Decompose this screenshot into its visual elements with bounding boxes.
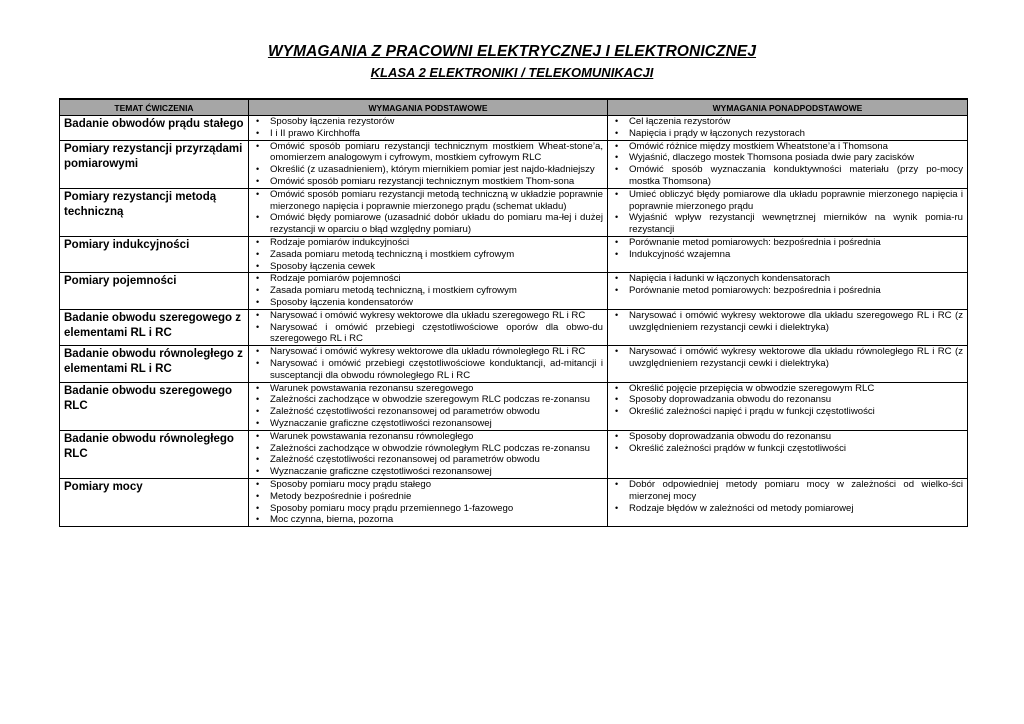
basic-requirements-list: [249, 189, 607, 236]
basic-requirements-cell: [249, 236, 608, 272]
list-item: [249, 514, 607, 526]
bullet-icon: •: [615, 309, 619, 320]
bullet-icon: •: [615, 394, 619, 405]
bullet-icon: •: [615, 273, 619, 284]
table-row: [60, 382, 968, 430]
list-item: [249, 297, 607, 309]
list-item: [249, 212, 607, 236]
bullet-icon: •: [615, 285, 619, 296]
basic-requirements-list: [249, 383, 607, 430]
list-item: [608, 273, 967, 285]
list-item: [249, 406, 607, 418]
list-item-text: Wyznaczanie graficzne częstotliwości rezonansowej: [270, 466, 492, 478]
row-topic: Pomiary rezystancji metodą techniczną: [60, 188, 249, 236]
list-item-text: Zależności zachodzące w obwodzie równoległym RLC podczas re-zonansu: [270, 442, 590, 454]
bullet-icon: •: [615, 430, 619, 441]
list-item-text: Omówić sposób pomiaru rezystancji metodą techniczną w układzie poprawnie mierzonego napięcia i poprawnie mierzonego prądu (schemat układu): [270, 188, 603, 212]
bullet-icon: •: [256, 175, 260, 186]
list-item-text: Zależność częstotliwości rezonansowej od parametrów obwodu: [270, 406, 540, 418]
list-item-text: Narysować i omówić przebiegi częstotliwościowe konduktancji, ad-mitancji i susceptancji dla obwodu równoległego RL i RC: [270, 357, 603, 381]
list-item: [608, 406, 967, 418]
list-item: [608, 116, 967, 128]
basic-requirements-cell: [249, 140, 608, 188]
list-item: [249, 346, 607, 358]
bullet-icon: •: [256, 321, 260, 332]
list-item: [608, 443, 967, 455]
table-header-row: [60, 99, 968, 116]
list-item: [249, 443, 607, 455]
basic-requirements-cell: [249, 273, 608, 309]
row-topic: Pomiary pojemności: [60, 273, 249, 309]
list-item-text: Cel łączenia rezystorów: [629, 116, 731, 127]
bullet-icon: •: [256, 394, 260, 405]
list-item: [608, 249, 967, 261]
bullet-icon: •: [615, 212, 619, 223]
list-item-text: Określić zależności napięć i prądu w funkcji częstotliwości: [629, 406, 875, 418]
list-item: [608, 285, 967, 297]
row-topic: Pomiary rezystancji przyrządami pomiarowymi: [60, 140, 249, 188]
bullet-icon: •: [615, 188, 619, 199]
list-item: [249, 237, 607, 249]
bullet-icon: •: [615, 127, 619, 138]
document-title: WYMAGANIA Z PRACOWNI ELEKTRYCZNEJ I ELEKTRONICZNEJ: [267, 43, 757, 60]
advanced-requirements-list: [608, 310, 967, 334]
header-basic: WYMAGANIA PODSTAWOWE: [249, 99, 608, 116]
list-item-text: I i II prawo Kirchhoffa: [270, 127, 360, 139]
basic-requirements-list: [249, 431, 607, 478]
bullet-icon: •: [615, 152, 619, 163]
table-row: [60, 430, 968, 478]
list-item: [249, 454, 607, 466]
table-row: [60, 140, 968, 188]
advanced-requirements-cell: [608, 273, 968, 309]
bullet-icon: •: [615, 248, 619, 259]
list-item: [608, 383, 967, 395]
bullet-icon: •: [256, 502, 260, 513]
row-topic: Badanie obwodu równoległego RLC: [60, 430, 249, 478]
advanced-requirements-list: [608, 383, 967, 418]
advanced-requirements-list: [608, 116, 967, 140]
advanced-requirements-list: [608, 431, 967, 455]
bullet-icon: •: [615, 478, 619, 489]
row-topic: Pomiary mocy: [60, 478, 249, 526]
bullet-icon: •: [256, 417, 260, 428]
basic-requirements-cell: [249, 478, 608, 526]
list-item: [608, 152, 967, 164]
row-topic: Badanie obwodu szeregowego z elementami RL i RC: [60, 309, 249, 345]
bullet-icon: •: [256, 296, 260, 307]
bullet-icon: •: [256, 478, 260, 489]
list-item-text: Omówić sposób pomiaru rezystancji technicznym mostkiem Wheat-stone’a, omomierzem analogowym i cyfrowym, mostkiem cyfrowym RLC: [270, 140, 603, 164]
table-row: [60, 116, 968, 141]
list-item-text: Wyznaczanie graficzne częstotliwości rezonansowej: [270, 417, 492, 429]
table-body: [60, 116, 968, 527]
table-row: [60, 478, 968, 526]
advanced-requirements-cell: [608, 116, 968, 141]
list-item: [249, 431, 607, 443]
list-item-text: Sposoby doprowadzania obwodu do rezonansu: [629, 394, 832, 406]
list-item: [249, 176, 607, 188]
list-item-text: Omówić różnice między mostkiem Wheatstone’a i Thomsona: [629, 140, 888, 152]
advanced-requirements-cell: [608, 140, 968, 188]
bullet-icon: •: [256, 382, 260, 393]
list-item-text: Omówić błędy pomiarowe (uzasadnić dobór układu do pomiaru ma-łej i dużej rezystancji w oparciu o błąd względny pomiaru): [270, 212, 603, 236]
advanced-requirements-list: [608, 479, 967, 514]
list-item-text: Sposoby łączenia kondensatorów: [270, 296, 413, 308]
bullet-icon: •: [256, 116, 260, 126]
list-item: [249, 466, 607, 478]
row-topic: Badanie obwodów prądu stałego: [60, 116, 249, 141]
list-item-text: Porównanie metod pomiarowych: bezpośrednia i pośrednia: [629, 236, 881, 248]
basic-requirements-list: [249, 310, 607, 345]
list-item: [249, 128, 607, 140]
list-item-text: Narysować i omówić wykresy wektorowe dla układu szeregowego RL i RC (z uwzględnieniem rezystancji cewki i dielektryka): [629, 309, 963, 333]
list-item-text: Metody bezpośrednie i pośrednie: [270, 490, 412, 502]
basic-requirements-list: [249, 346, 607, 381]
list-item: [608, 237, 967, 249]
bullet-icon: •: [256, 273, 260, 284]
row-topic: Badanie obwodu szeregowego RLC: [60, 382, 249, 430]
list-item-text: Indukcyjność wzajemna: [629, 248, 731, 260]
list-item: [249, 479, 607, 491]
list-item: [249, 189, 607, 213]
list-item: [608, 310, 967, 334]
bullet-icon: •: [615, 502, 619, 513]
list-item: [249, 358, 607, 382]
bullet-icon: •: [256, 346, 260, 357]
list-item-text: Zależności zachodzące w obwodzie szeregowym RLC podczas re-zonansu: [270, 394, 590, 406]
list-item: [608, 346, 967, 370]
list-item: [249, 322, 607, 346]
bullet-icon: •: [256, 490, 260, 501]
advanced-requirements-list: [608, 141, 967, 188]
bullet-icon: •: [256, 309, 260, 320]
list-item-text: Rodzaje pomiarów indukcyjności: [270, 236, 410, 248]
advanced-requirements-list: [608, 273, 967, 297]
list-item-text: Warunek powstawania rezonansu szeregowego: [270, 382, 474, 394]
list-item: [249, 383, 607, 395]
list-item: [608, 394, 967, 406]
bullet-icon: •: [256, 260, 260, 271]
header-advanced: WYMAGANIA PONADPODSTAWOWE: [608, 99, 968, 116]
advanced-requirements-list: [608, 346, 967, 370]
list-item: [249, 261, 607, 273]
bullet-icon: •: [256, 285, 260, 296]
bullet-icon: •: [256, 248, 260, 259]
list-item: [249, 310, 607, 322]
table-row: [60, 346, 968, 382]
list-item: [608, 189, 967, 213]
advanced-requirements-cell: [608, 430, 968, 478]
list-item-text: Zasada pomiaru metodą techniczną, i mostkiem cyfrowym: [270, 285, 517, 297]
bullet-icon: •: [256, 454, 260, 465]
bullet-icon: •: [256, 406, 260, 417]
bullet-icon: •: [615, 442, 619, 453]
basic-requirements-list: [249, 273, 607, 308]
basic-requirements-cell: [249, 382, 608, 430]
list-item-text: Wyjaśnić, dlaczego mostek Thomsona posiada dwie pary zacisków: [629, 152, 915, 164]
document-subtitle: KLASA 2 ELEKTRONIKI / TELEKOMUNIKACJI: [370, 65, 654, 80]
bullet-icon: •: [615, 382, 619, 393]
bullet-icon: •: [256, 127, 260, 138]
bullet-icon: •: [256, 140, 260, 151]
list-item-text: Sposoby pomiaru mocy prądu przemiennego 1-fazowego: [270, 502, 514, 514]
bullet-icon: •: [256, 430, 260, 441]
list-item-text: Zależność częstotliwości rezonansowej od parametrów obwodu: [270, 454, 540, 466]
basic-requirements-cell: [249, 346, 608, 382]
bullet-icon: •: [256, 236, 260, 247]
advanced-requirements-cell: [608, 188, 968, 236]
list-item-text: Wyjaśnić wpływ rezystancji wewnętrznej mierników na wynik pomia-ru rezystancji: [629, 212, 963, 236]
list-item-text: Rodzaje pomiarów pojemności: [270, 273, 401, 285]
bullet-icon: •: [256, 188, 260, 199]
list-item-text: Narysować i omówić wykresy wektorowe dla układu szeregowego RL i RC: [270, 309, 586, 321]
advanced-requirements-cell: [608, 382, 968, 430]
list-item-text: Określić pojęcie przepięcia w obwodzie szeregowym RLC: [629, 382, 875, 394]
advanced-requirements-cell: [608, 346, 968, 382]
basic-requirements-list: [249, 116, 607, 140]
header-topic: TEMAT ĆWICZENIA: [60, 99, 249, 116]
basic-requirements-cell: [249, 430, 608, 478]
table-row: [60, 236, 968, 272]
list-item-text: Napięcia i prądy w łączonych rezystorach: [629, 127, 805, 139]
list-item-text: Sposoby łączenia cewek: [270, 260, 376, 272]
list-item: [608, 212, 967, 236]
list-item-text: Określić zależności prądów w funkcji częstotliwości: [629, 442, 846, 454]
list-item-text: Narysować i omówić wykresy wektorowe dla układu równoległego RL i RC (z uwzględnieniem rezystancji cewki i dielektryka): [629, 346, 963, 369]
list-item: [608, 503, 967, 515]
bullet-icon: •: [615, 116, 619, 126]
bullet-icon: •: [256, 212, 260, 223]
advanced-requirements-cell: [608, 478, 968, 526]
list-item-text: Omówić sposób pomiaru rezystancji technicznym mostkiem Thom-sona: [270, 175, 575, 187]
list-item: [249, 503, 607, 515]
requirements-table: [59, 98, 968, 527]
bullet-icon: •: [615, 140, 619, 151]
list-item: [608, 128, 967, 140]
row-topic: Pomiary indukcyjności: [60, 236, 249, 272]
list-item: [249, 285, 607, 297]
list-item-text: Omówić sposób wyznaczania konduktywności materiału (przy po-mocy mostka Thomsona): [629, 164, 963, 187]
list-item: [249, 164, 607, 176]
list-item-text: Dobór odpowiedniej metody pomiaru mocy w zależności od wielko-ści mierzonej mocy: [629, 478, 963, 502]
advanced-requirements-list: [608, 189, 967, 236]
list-item-text: Zasada pomiaru metodą techniczną i mostkiem cyfrowym: [270, 248, 515, 260]
list-item: [608, 164, 967, 188]
list-item: [249, 273, 607, 285]
list-item: [249, 249, 607, 261]
list-item: [249, 394, 607, 406]
basic-requirements-list: [249, 237, 607, 272]
list-item-text: Sposoby łączenia rezystorów: [270, 116, 395, 127]
list-item-text: Warunek powstawania rezonansu równoległego: [270, 430, 474, 442]
bullet-icon: •: [256, 442, 260, 453]
bullet-icon: •: [615, 164, 619, 175]
list-item: [249, 116, 607, 128]
bullet-icon: •: [615, 406, 619, 417]
list-item-text: Sposoby pomiaru mocy prądu stałego: [270, 478, 432, 490]
list-item: [249, 418, 607, 430]
list-item-text: Narysować i omówić wykresy wektorowe dla układu równoległego RL i RC: [270, 346, 586, 358]
basic-requirements-list: [249, 141, 607, 188]
advanced-requirements-cell: [608, 309, 968, 345]
bullet-icon: •: [256, 466, 260, 477]
advanced-requirements-cell: [608, 236, 968, 272]
row-topic: Badanie obwodu równoległego z elementami RL i RC: [60, 346, 249, 382]
bullet-icon: •: [256, 164, 260, 175]
list-item: [608, 479, 967, 503]
list-item-text: Moc czynna, bierna, pozorna: [270, 514, 394, 526]
list-item: [249, 491, 607, 503]
bullet-icon: •: [256, 357, 260, 368]
list-item-text: Rodzaje błędów w zależności od metody pomiarowej: [629, 502, 854, 514]
basic-requirements-cell: [249, 116, 608, 141]
bullet-icon: •: [615, 346, 619, 357]
bullet-icon: •: [615, 236, 619, 247]
list-item-text: Umieć obliczyć błędy pomiarowe dla układu poprawnie mierzonego napięcia i poprawnie mierzonego prądu: [629, 188, 963, 212]
table-row: [60, 273, 968, 309]
list-item: [608, 141, 967, 153]
list-item-text: Określić (z uzasadnieniem), którym miernikiem pomiar jest najdo-kładniejszy: [270, 164, 595, 176]
list-item: [249, 141, 607, 165]
list-item-text: Porównanie metod pomiarowych: bezpośrednia i pośrednia: [629, 285, 881, 297]
list-item-text: Napięcia i ładunki w łączonych kondensatorach: [629, 273, 831, 285]
list-item: [608, 431, 967, 443]
basic-requirements-cell: [249, 309, 608, 345]
list-item-text: Sposoby doprowadzania obwodu do rezonansu: [629, 430, 832, 442]
bullet-icon: •: [256, 514, 260, 525]
table-row: [60, 309, 968, 345]
advanced-requirements-list: [608, 237, 967, 261]
basic-requirements-list: [249, 479, 607, 526]
table-row: [60, 188, 968, 236]
list-item-text: Narysować i omówić przebiegi częstotliwościowe oporów dla obwo-du szeregowego RL i RC: [270, 321, 603, 345]
basic-requirements-cell: [249, 188, 608, 236]
